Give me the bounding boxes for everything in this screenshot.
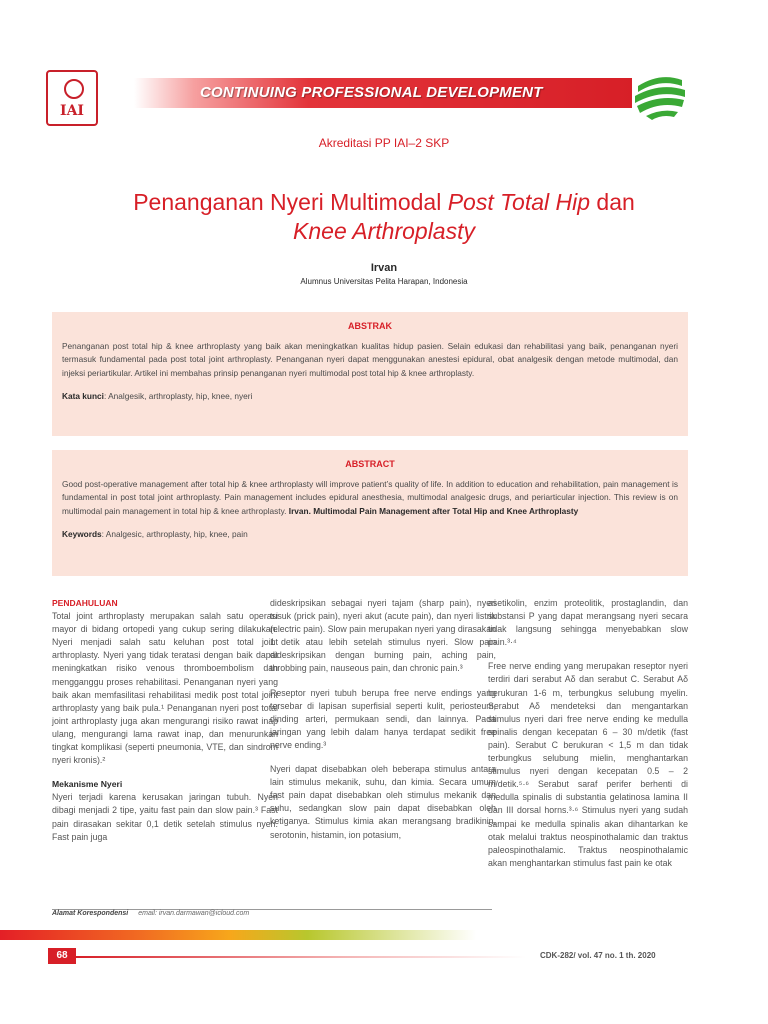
paragraph: Nyeri dapat disebabkan oleh beberapa stimulus antara lain stimulus mekanik, suhu, dan kimia. Secara umum fast pain dapat disebabkan oleh stimulus mekanik dan suhu, sedangkan slow pain dapat disebabkan oleh ketiganya. Stimulus kimia akan merangsang bradikinin, serotonin, histamin, ion potasium, bbox=[270, 764, 496, 840]
footer-line bbox=[76, 956, 526, 958]
globe-logo-icon bbox=[632, 66, 688, 122]
correspondence bbox=[52, 910, 249, 917]
title-part1: Penanganan Nyeri Multimodal bbox=[133, 189, 448, 215]
abstract-text bbox=[62, 478, 678, 518]
paragraph: asetikolin, enzim proteolitik, prostaglandin, dan substansi P yang dapat merangsang nyeri secara tidak langsung sehingga menyebabkan slow pain.³·⁴ bbox=[488, 598, 688, 648]
paragraph: dideskripsikan sebagai nyeri tajam (sharp pain), nyeri tusuk (prick pain), nyeri akut (acute pain), dan nyeri listrik (electric pain). Slow pain merupakan nyeri yang dirasakan 1 detik atau lebih setelah stimulus nyeri. Slow pain dideskripsikan dengan burning pain, aching pain, throbbing pain, nauseous pain, dan chronic pain.³ bbox=[270, 598, 496, 674]
correspondence-email: email: irvan.darmawan@icloud.com bbox=[138, 910, 250, 917]
abstract-heading: ABSTRACT bbox=[345, 459, 395, 469]
subsection-heading: Mekanisme Nyeri bbox=[52, 779, 123, 790]
author-name: Irvan bbox=[370, 262, 398, 274]
column-3 bbox=[488, 597, 688, 881]
article-title bbox=[60, 188, 708, 246]
iai-logo bbox=[46, 70, 98, 126]
keywords-text: : Analgesic, arthroplasty, hip, knee, pain bbox=[101, 529, 248, 540]
column-2 bbox=[270, 597, 496, 853]
kw-label: Kata kunci bbox=[62, 391, 104, 402]
paragraph: Reseptor nyeri tubuh berupa free nerve endings yang tersebar di lapisan superfisial seperti kulit, periosteum, dinding arteri, permukaan sendi, dan lainnya. Pada jaringan yang lebih dalam hanya terdapat sedikit free nerve ending.³ bbox=[270, 687, 496, 750]
logo-text: IAI bbox=[60, 103, 84, 119]
keywords-label: Keywords bbox=[62, 529, 102, 540]
title-italic2: Knee Arthroplasty bbox=[293, 218, 475, 244]
abstract-box bbox=[52, 450, 688, 576]
color-strip bbox=[0, 930, 768, 940]
section-heading: PENDAHULUAN bbox=[52, 598, 118, 608]
abstract-body: Good post-operative management after total hip & knee arthroplasty will improve patient’s quality of life. In addition to education and rehabilitation, pain management is fundamental in post total joint arthroplasty. Pain management includes epidural anesthesia, multimodal analgesic drugs, and periarticular injection. This review is on multimodal pain management in total hip & knee arthroplasty. bbox=[62, 479, 678, 516]
correspondence-label: Alamat Korespondensi bbox=[52, 910, 129, 917]
accreditation: Akreditasi PP IAI–2 SKP bbox=[318, 136, 450, 150]
title-italic1: Post Total Hip bbox=[447, 189, 591, 215]
paragraph: Nyeri terjadi karena kerusakan jaringan tubuh. Nyeri dibagi menjadi 2 tipe, yaitu fast pain dan slow pain.³ Fast pain dirasakan sekitar 0,1 detik setelah stimulus nyeri. Fast pain juga bbox=[52, 792, 278, 842]
abstract-keywords bbox=[62, 529, 678, 539]
page-number: 68 bbox=[48, 948, 76, 964]
paragraph: Total joint arthroplasty merupakan salah satu operasi mayor di bidang ortopedi yang cukup sering dilakukan. Nyeri menjadi salah satu keluhan post total joint arthroplasty. Nyeri yang tidak teratasi dengan baik dapat meningkatkan risiko venous thromboembolism dan mengganggu proses rehabilitasi. Penanganan nyeri yang baik akan memfasilitasi rehabilitasi medik post total joint arthroplasty yang baik pula.¹ Penanganan nyeri post total joint arthroplasty juga akan mengurangi risiko rawat inap ulang, mengurangi lama rawat inap, dan menurunkan tingkat komplikasi (seperti pneumonia, VTE, dan sindrom nyeri kronis).² bbox=[52, 611, 278, 766]
title-part2: dan bbox=[590, 189, 635, 215]
author-affiliation: Alumnus Universitas Pelita Harapan, Indonesia bbox=[300, 277, 468, 286]
kw-text: : Analgesik, arthroplasty, hip, knee, nyeri bbox=[103, 391, 253, 402]
abstrak-box bbox=[52, 312, 688, 436]
abstract-citation: Irvan. Multimodal Pain Management after Total Hip and Knee Arthroplasty bbox=[286, 505, 579, 516]
abstrak-keywords bbox=[62, 391, 678, 401]
journal-citation: CDK-282/ vol. 47 no. 1 th. 2020 bbox=[540, 951, 656, 960]
column-1 bbox=[52, 597, 278, 855]
logo-emblem-icon bbox=[64, 79, 84, 99]
paragraph: Free nerve ending yang merupakan reseptor nyeri terdiri dari serabut Aδ dan serabut C. Serabut Aδ berukuran 1-6 m, terbungkus selubung myelin. Serabut Aδ mendeteksi dan mengantarkan stimulus nyeri dari free nerve ending ke medulla spinalis dengan kecepatan 6 – 30 m/detik (fast pain). Serabut C berukuran < 1,5 m dan tidak terbungkus selubung mielin, menghantarkan stimulus nyeri dengan kecepatan 0.5 – 2 m/detik.⁵·⁶ Serabut saraf perifer berhenti di medulla spinalis di substantia gelatinosa lamina II dan III dorsal horns.³·⁶ Stimulus nyeri yang sudah sampai ke medulla spinalis akan dihantarkan ke otak melalui traktus neospinothalamic dan traktus paleospinothalamic. Traktus neospinothalamic akan menghantarkan stimulus fast pain ke otak bbox=[488, 661, 688, 868]
abstrak-text: Penanganan post total hip & knee arthroplasty yang baik akan meningkatkan kualitas hidup pasien. Selain edukasi dan rehabilitasi yang baik, penanganan nyeri termasuk fundamental pada post total joint arthroplasty. Penanganan nyeri dapat menggunakan anestesi epidural, obat analgesik dengan metode multimodal, dan injeksi periartikular. Artikel ini membahas prinsip penanganan nyeri multimodal post total hip & knee arthroplasty. bbox=[62, 341, 678, 378]
banner-title: CONTINUING PROFESSIONAL DEVELOPMENT bbox=[200, 84, 543, 101]
abstrak-heading: ABSTRAK bbox=[348, 321, 392, 331]
